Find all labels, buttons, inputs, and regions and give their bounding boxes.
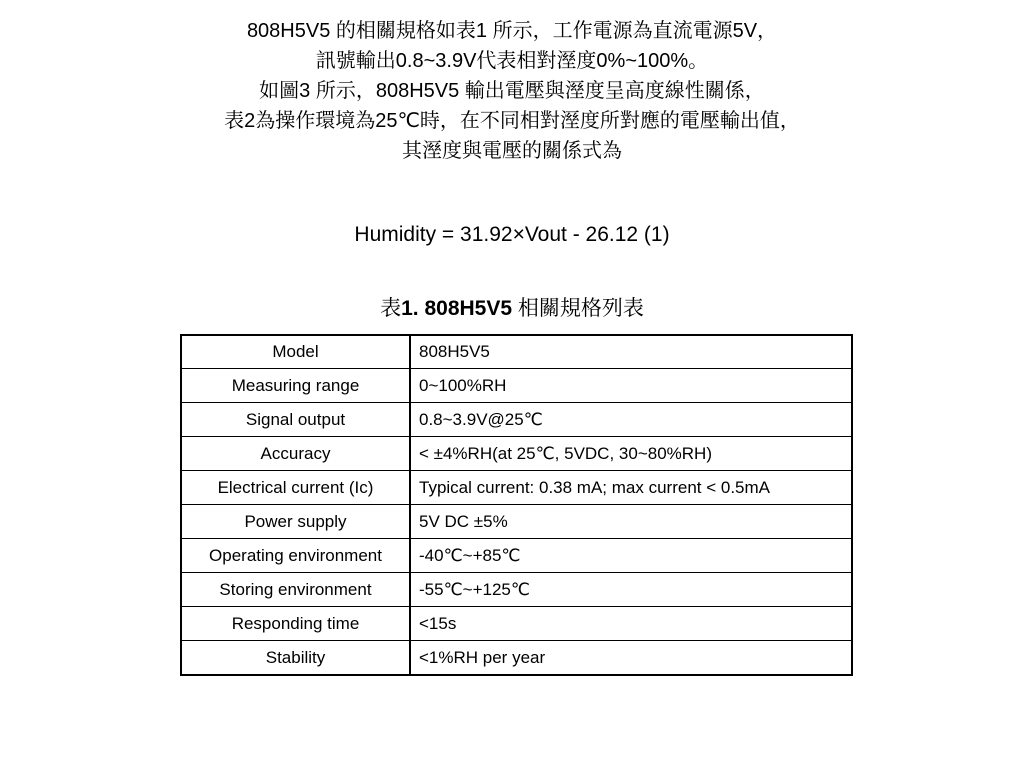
intro-line: 表2為操作環境為25℃時，在不同相對溼度所對應的電壓輸出值，	[224, 110, 800, 132]
caption-prefix: 表	[380, 297, 402, 320]
intro-line: 其溼度與電壓的關係式為	[402, 140, 622, 162]
table-row	[181, 335, 852, 369]
spec-label: Stability	[181, 641, 410, 676]
intro-line: 808H5V5 的相關規格如表1 所示，工作電源為直流電源5V，	[246, 20, 778, 42]
intro-line: 如圖3 所示，808H5V5 輸出電壓與溼度呈高度線性關係，	[259, 80, 765, 102]
spec-label: Accuracy	[181, 437, 410, 471]
intro-paragraph	[0, 16, 1024, 166]
table-row	[181, 471, 852, 505]
table-row	[181, 369, 852, 403]
spec-value: 5V DC ±5%	[410, 505, 852, 539]
spec-label: Electrical current (Ic)	[181, 471, 410, 505]
table-row	[181, 539, 852, 573]
table-row	[181, 607, 852, 641]
table-row	[181, 403, 852, 437]
intro-line: 訊號輸出0.8~3.9V代表相對溼度0%~100%。	[315, 50, 709, 72]
spec-value: -40℃~+85℃	[410, 539, 852, 573]
spec-value: 0.8~3.9V@25℃	[410, 403, 852, 437]
spec-value: < ±4%RH(at 25℃, 5VDC, 30~80%RH)	[410, 437, 852, 471]
spec-label: Model	[181, 335, 410, 369]
spec-value: <1%RH per year	[410, 641, 852, 676]
spec-label: Responding time	[181, 607, 410, 641]
spec-value: <15s	[410, 607, 852, 641]
humidity-formula: Humidity = 31.92×Vout - 26.12 (1)	[354, 223, 670, 246]
table-row	[181, 641, 852, 676]
caption-suffix: 相關規格列表	[512, 297, 644, 320]
spec-value: Typical current: 0.38 mA; max current < 0.5mA	[410, 471, 852, 505]
specs-table	[180, 334, 853, 676]
table-row	[181, 573, 852, 607]
spec-label: Storing environment	[181, 573, 410, 607]
spec-label: Operating environment	[181, 539, 410, 573]
table-row	[181, 437, 852, 471]
spec-value: 0~100%RH	[410, 369, 852, 403]
spec-label: Power supply	[181, 505, 410, 539]
table-row	[181, 505, 852, 539]
spec-value: -55℃~+125℃	[410, 573, 852, 607]
spec-label: Measuring range	[181, 369, 410, 403]
spec-label: Signal output	[181, 403, 410, 437]
spec-value: 808H5V5	[410, 335, 852, 369]
caption-bold-text: 1. 808H5V5	[401, 297, 513, 320]
table-caption	[0, 294, 1024, 324]
